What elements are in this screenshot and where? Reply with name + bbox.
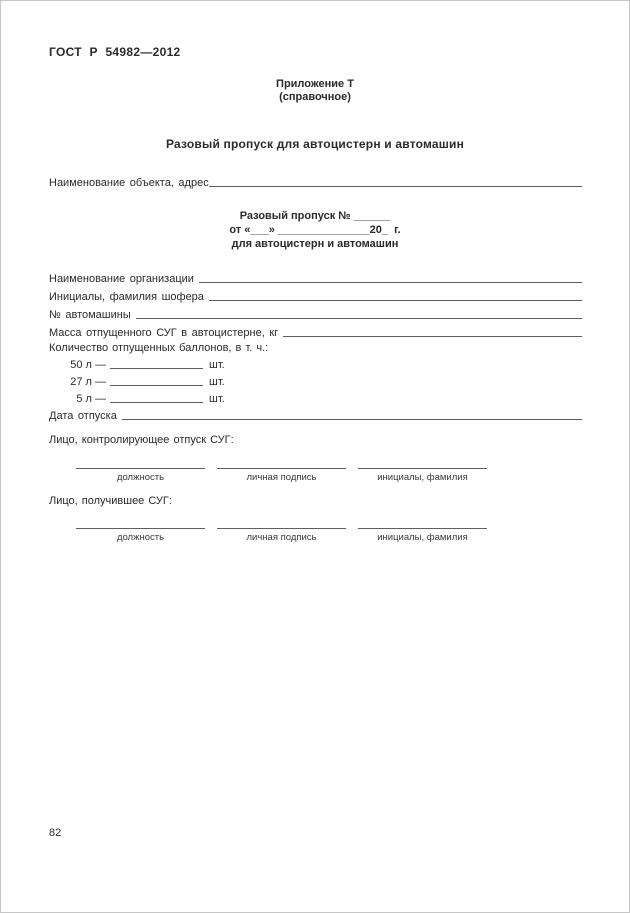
signature-caption: инициалы, фамилия [377,532,468,543]
form-title: Разовый пропуск для автоцистерн и автомашин [165,137,465,151]
cylinder-unit-label: шт. [209,359,225,371]
cylinder-unit-label: шт. [209,393,225,405]
signature-line [76,528,205,529]
cylinder-volume-label: 50 л — [70,359,106,371]
page-number: 82 [49,827,62,839]
signature-column [76,468,205,483]
signature-line [358,528,487,529]
cylinder-volume-label: 27 л — [70,376,106,388]
pass-subject-line: для автоцистерн и автомашин [231,238,399,250]
signature-caption: личная подпись [246,532,317,543]
appendix-heading [1,78,629,104]
standard-reference: ГОСТ Р 54982—2012 [49,45,181,59]
driver-name-row [49,289,582,303]
pass-number-line: Разовый пропуск № ______ [239,210,391,222]
cylinder-unit-label: шт. [209,376,225,388]
object-address-label: Наименование объекта, адрес [49,177,209,189]
vehicle-number-label: № автомашины [49,309,131,321]
signature-caption: личная подпись [246,472,317,483]
driver-name-label: Инициалы, фамилия шофера [49,291,204,303]
appendix-subtitle: (справочное) [279,91,351,103]
cylinder-row-5l [49,391,225,405]
lpg-mass-label: Масса отпущенного СУГ в автоцистерне, кг [49,327,279,339]
fill-line [122,419,582,420]
object-address-row [49,175,582,189]
organization-row [49,271,582,285]
cylinder-row-27l [49,374,225,388]
fill-line [110,385,203,386]
cylinders-header: Количество отпущенных баллонов, в т. ч.: [49,342,269,354]
fill-line [110,368,203,369]
vehicle-number-row [49,307,582,321]
issue-date-label: Дата отпуска [49,410,117,422]
organization-label: Наименование организации [49,273,194,285]
cylinder-row-50l [49,357,225,371]
signature-caption: инициалы, фамилия [377,472,468,483]
fill-line [209,300,582,301]
cylinder-volume-label: 5 л — [76,393,106,405]
pass-header [1,209,629,251]
signature-column [217,528,346,543]
lpg-mass-row [49,325,582,339]
fill-line [110,402,203,403]
signature-caption: должность [116,532,165,543]
signature-line [217,468,346,469]
signature-column [358,468,487,483]
fill-line [136,318,582,319]
receiver-signature-title: Лицо, получившее СУГ: [49,495,172,507]
signature-caption: должность [116,472,165,483]
receiver-signature-columns [76,528,487,543]
signature-line [76,468,205,469]
signature-column [76,528,205,543]
controller-signature-title: Лицо, контролирующее отпуск СУГ: [49,434,234,446]
appendix-title: Приложение Т [276,78,354,90]
fill-line [209,186,582,187]
controller-signature-columns [76,468,487,483]
fill-line [199,282,582,283]
signature-line [358,468,487,469]
pass-date-line: от «___» _______________20_ г. [229,224,401,236]
signature-line [217,528,346,529]
fill-line [283,336,582,337]
issue-date-row [49,408,582,422]
signature-column [217,468,346,483]
signature-column [358,528,487,543]
